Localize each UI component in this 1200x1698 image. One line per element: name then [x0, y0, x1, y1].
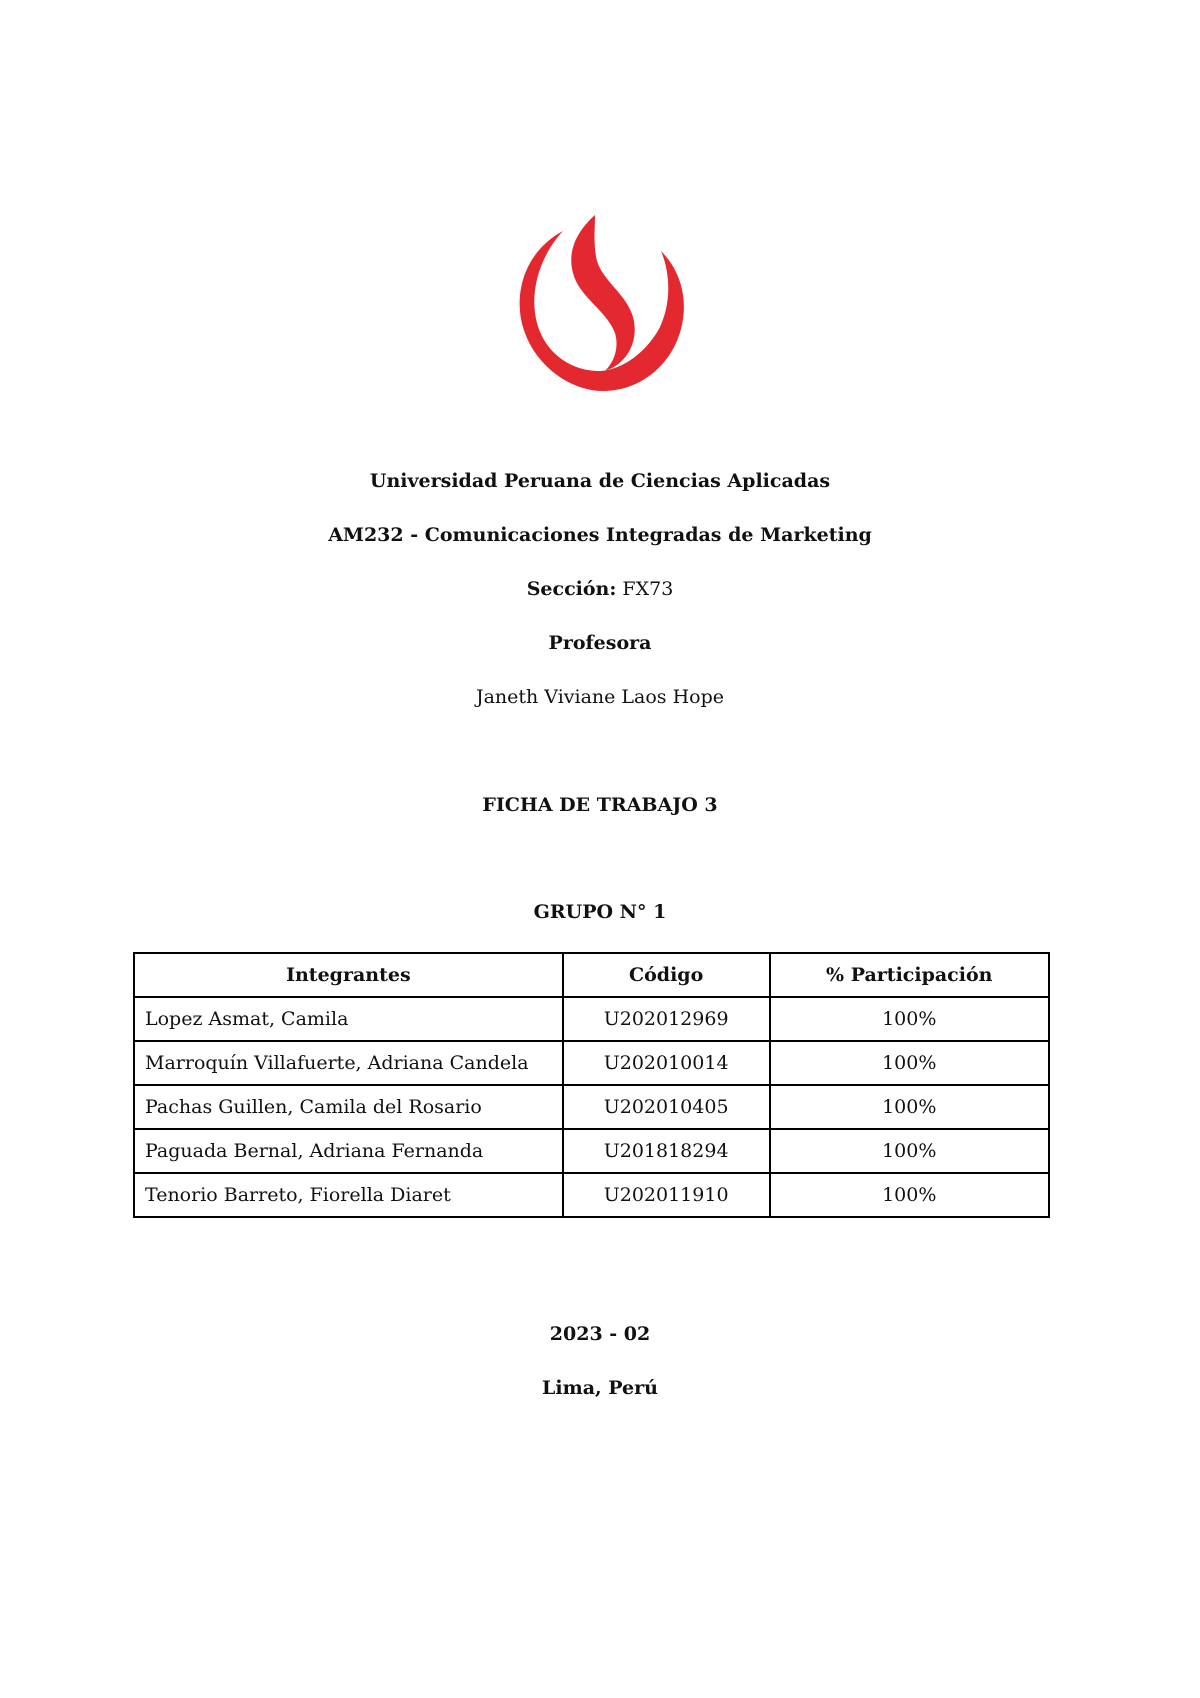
table-row — [134, 997, 1049, 1041]
header-integrantes: Integrantes — [134, 953, 563, 997]
member-name: Marroquín Villafuerte, Adriana Candela — [134, 1041, 563, 1085]
university-name: Universidad Peruana de Ciencias Aplicadas — [369, 470, 831, 492]
member-name: Lopez Asmat, Camila — [134, 997, 563, 1041]
table-header-row — [134, 953, 1049, 997]
member-code: U202010014 — [563, 1041, 770, 1085]
professor-name: Janeth Viviane Laos Hope — [475, 686, 725, 708]
member-code: U202012969 — [563, 997, 770, 1041]
header-codigo: Código — [563, 953, 770, 997]
section-label: Sección: — [526, 578, 617, 600]
members-table — [133, 952, 1050, 1218]
table-row — [134, 1085, 1049, 1129]
member-name: Tenorio Barreto, Fiorella Diaret — [134, 1173, 563, 1217]
academic-period: 2023 - 02 — [549, 1323, 651, 1345]
member-code: U202010405 — [563, 1085, 770, 1129]
member-name: Paguada Bernal, Adriana Fernanda — [134, 1129, 563, 1173]
table-row — [134, 1129, 1049, 1173]
member-participation: 100% — [770, 997, 1050, 1041]
member-participation: 100% — [770, 1085, 1050, 1129]
member-participation: 100% — [770, 1173, 1050, 1217]
group-title: GRUPO N° 1 — [533, 901, 667, 923]
member-participation: 100% — [770, 1041, 1050, 1085]
table-row — [134, 1173, 1049, 1217]
member-code: U201818294 — [563, 1129, 770, 1173]
course-name: AM232 - Comunicaciones Integradas de Marketing — [328, 524, 872, 546]
header-participacion: % Participación — [770, 953, 1050, 997]
section-value: FX73 — [622, 578, 674, 600]
document-title: FICHA DE TRABAJO 3 — [482, 794, 718, 816]
member-participation: 100% — [770, 1129, 1050, 1173]
location: Lima, Perú — [542, 1377, 658, 1399]
member-code: U202011910 — [563, 1173, 770, 1217]
member-name: Pachas Guillen, Camila del Rosario — [134, 1085, 563, 1129]
table-row — [134, 1041, 1049, 1085]
professor-label: Profesora — [548, 632, 652, 654]
section-line — [0, 577, 1200, 601]
upc-logo-icon — [511, 215, 691, 395]
